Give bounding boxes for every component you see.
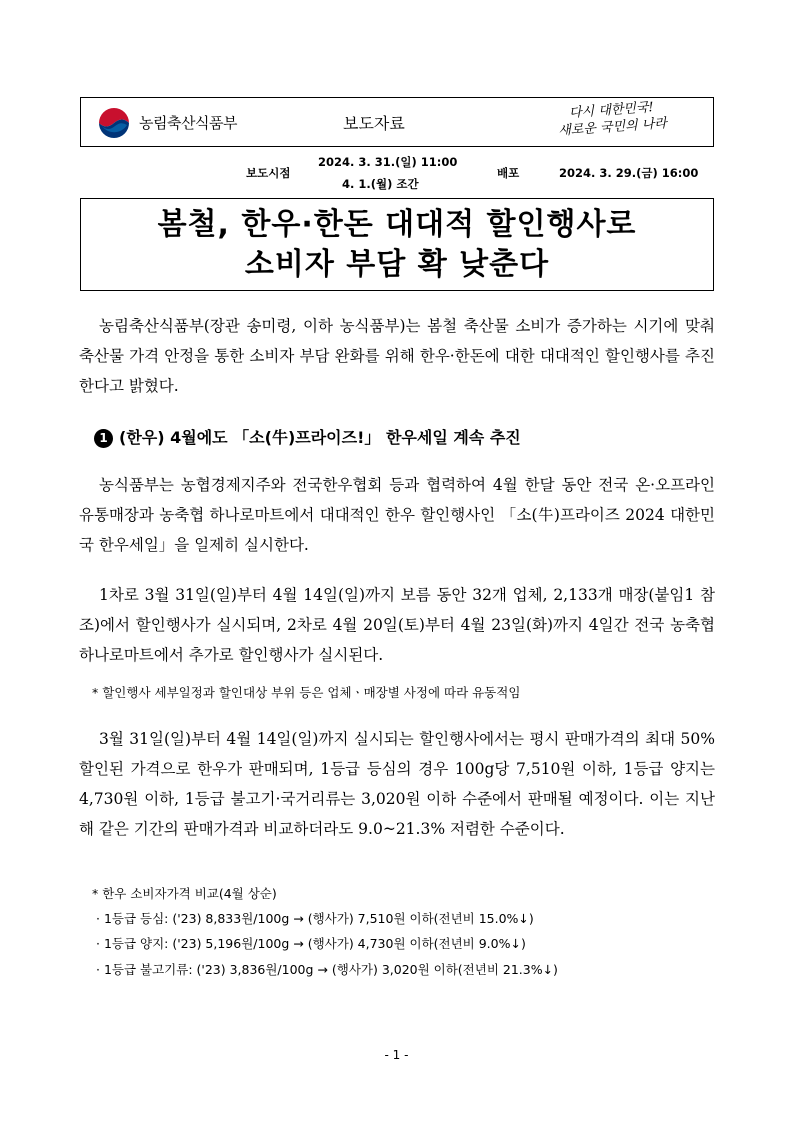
section-title: (한우) 4월에도 「소(牛)프라이즈!」 한우세일 계속 추진	[119, 428, 521, 447]
title-box	[80, 198, 714, 291]
slogan	[536, 97, 688, 141]
paragraph-1-text: 농식품부는 농협경제지주와 전국한우협회 등과 협력하여 4월 한달 동안 전국 온·오프라인 유통매장과 농축협 하나로마트에서 대대적인 한우 할인행사인 「소(牛)프라이즈 2024 대한민국 한우세일」을 일제히 실시한다.	[79, 476, 715, 554]
release-time-line-1: 2024. 3. 31.(일) 11:00	[318, 155, 458, 169]
release-time-line-2: 4. 1.(월) 조간	[342, 177, 419, 191]
price-bullet-bulgogi: · 1등급 불고기류: ('23) 3,836원/100g → (행사가) 3,020원 이하(전년비 21.3%↓)	[96, 962, 558, 977]
paragraph-3-text: 3월 31일(일)부터 4월 14일(일)까지 실시되는 할인행사에서는 평시 판매가격의 최대 50% 할인된 가격으로 한우가 판매되며, 1등급 등심의 경우 100g당 7,510원 이하, 1등급 양지는 4,730원 이하, 1등급 불고기·국거리류는 3,020원 이하 수준에서 판매될 예정이다. 이는 지난해 같은 기간의 판매가격과 비교하더라도 9.0~21.3% 저렴한 수준이다.	[79, 730, 715, 838]
section-number-badge: 1	[94, 429, 113, 448]
header-box	[80, 97, 714, 147]
document-type: 보도자료	[343, 114, 405, 133]
price-bullet-brisket: · 1등급 양지: ('23) 5,196원/100g → (행사가) 4,730원 이하(전년비 9.0%↓)	[96, 936, 526, 951]
intro-text: 농림축산식품부(장관 송미령, 이하 농식품부)는 봄철 축산물 소비가 증가하는 시기에 맞춰 축산물 가격 안정을 통한 소비자 부담 완화를 위해 한우·한돈에 대한 대대적인 할인행사를 추진한다고 밝혔다.	[79, 317, 715, 395]
title-line-1: 봄철, 한우·한돈 대대적 할인행사로	[157, 207, 637, 242]
footnote-price-comparison: * 한우 소비자가격 비교(4월 상순)	[92, 886, 277, 901]
distribution-time: 2024. 3. 29.(금) 16:00	[559, 166, 699, 180]
slogan-line-2: 새로운 국민의 나라	[557, 116, 668, 139]
ministry-name: 농림축산식품부	[139, 114, 237, 132]
page-number: - 1 -	[384, 1048, 409, 1062]
title-line-2: 소비자 부담 확 낮춘다	[244, 247, 550, 282]
slogan-line-1: 다시 대한민국!	[568, 100, 655, 121]
paragraph-2-text: 1차로 3월 31일(일)부터 4월 14일(일)까지 보름 동안 32개 업체, 2,133개 매장(붙임1 참조)에서 할인행사가 실시되며, 2차로 4월 20일(토)부터 4월 23일(화)까지 4일간 전국 농축협 하나로마트에서 추가로 할인행사가 실시된다.	[79, 586, 715, 664]
distribution-label: 배포	[497, 166, 520, 180]
paragraph-3	[79, 724, 715, 844]
price-bullet-loin: · 1등급 등심: ('23) 8,833원/100g → (행사가) 7,510원 이하(전년비 15.0%↓)	[96, 911, 534, 926]
intro-paragraph	[79, 311, 715, 401]
footnote-schedule: * 할인행사 세부일정과 할인대상 부위 등은 업체ㆍ매장별 사정에 따라 유동적임	[92, 685, 521, 700]
paragraph-1	[79, 470, 715, 560]
ministry-logo-icon	[97, 106, 131, 140]
release-label: 보도시점	[246, 166, 291, 180]
section-heading	[94, 425, 521, 448]
paragraph-2	[79, 580, 715, 670]
